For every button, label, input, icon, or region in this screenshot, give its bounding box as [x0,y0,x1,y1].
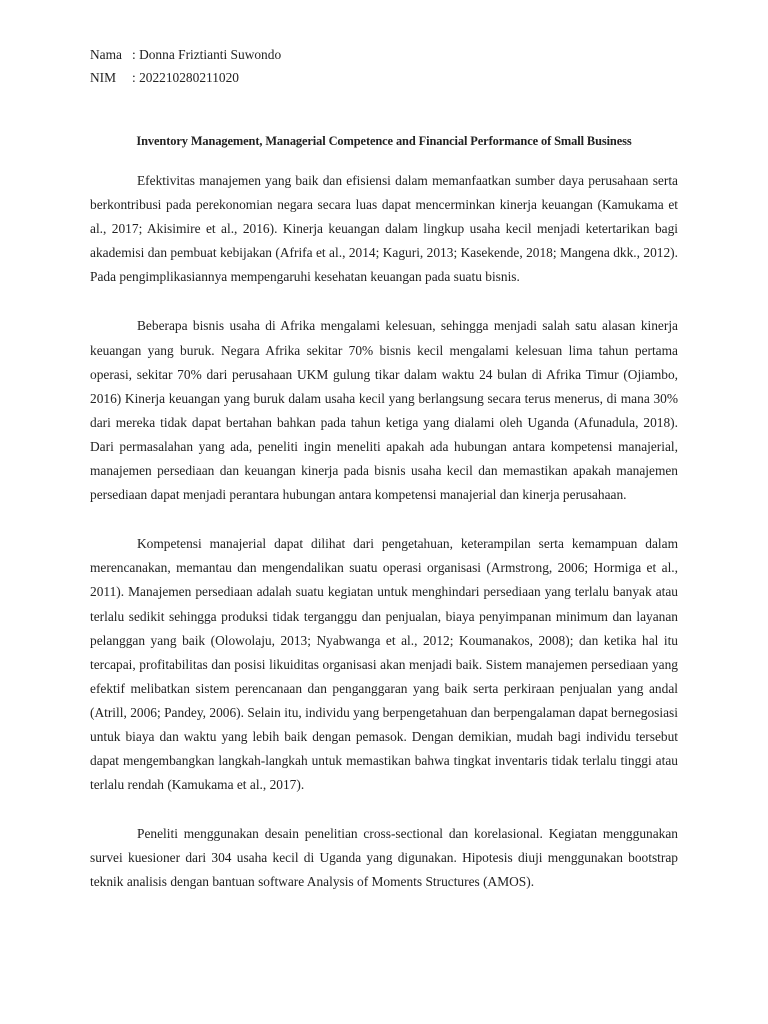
nim-label: NIM [90,70,117,85]
paragraph-3: Kompetensi manajerial dapat dilihat dari pengetahuan, keterampilan serta kemampuan dalam merencanakan, memantau dan mengendalikan suatu operasi organisasi (Armstrong, 2006; Hormiga et al., 2011). Manajemen persediaan adalah suatu kegiatan untuk menghindari persediaan yang terlalu banyak atau terlalu sedikit sehingga produksi tidak terganggu dan penjualan, biaya penyimpanan minimum dan layanan pelanggan yang baik (Olowolaju, 2013; Nyabwanga et al., 2012; Koumanakos, 2008); dan ketika hal itu tercapai, profitabilitas dan posisi likuiditas organisasi akan menjadi baik. Sistem manajemen persediaan yang efektif melibatkan sistem perencanaan dan penganggaran yang baik serta perkiraan penjualan yang andal (Atrill, 2006; Pandey, 2006). Selain itu, individu yang berpengetahuan dan berpengalaman dapat bernegosiasi untuk biaya dan waktu yang lebih baik dengan pemasok. Dengan demikian, mudah bagi individu tersebut dapat mengembangkan langkah-langkah untuk memastikan bahwa tingkat inventaris tidak terlalu tinggi atau terlalu rendah (Kamukama et al., 2017). [90,536,678,793]
document-page [90,43,678,920]
nim-value: : 202210280211020 [132,70,240,85]
student-info [90,43,678,89]
paragraph-1: Efektivitas manajemen yang baik dan efisiensi dalam memanfaatkan sumber daya perusahaan serta berkontribusi pada perekonomian negara secara luas dapat mencerminkan kinerja keuangan (Kamukama et al., 2017; Akisimire et al., 2016). Kinerja keuangan dalam lingkup usaha kecil menjadi ketertarikan bagi akademisi dan pembuat kebijakan (Afrifa et al., 2014; Kaguri, 2013; Kasekende, 2018; Mangena dkk., 2012). Pada pengimplikasiannya mempengaruhi kesehatan keuangan pada suatu bisnis. [90,173,678,285]
name-value: : Donna Friztianti Suwondo [132,47,282,62]
paragraph-2: Beberapa bisnis usaha di Afrika mengalami kelesuan, sehingga menjadi salah satu alasan kinerja keuangan yang buruk. Negara Afrika sekitar 70% bisnis kecil mengalami kelesuan lima tahun pertama operasi, sekitar 70% dari perusahaan UKM gulung tikar dalam waktu 24 bulan di Afrika Timur (Ojiambo, 2016) Kinerja keuangan yang buruk dalam usaha kecil yang berlangsung secara terus menerus, di mana 30% dari mereka tidak dapat bertahan bahkan pada tahun ketiga yang dialami oleh Uganda (Afunadula, 2018). Dari permasalahan yang ada, peneliti ingin meneliti apakah ada hubungan antara kompetensi manajerial, manajemen persediaan dan keuangan kinerja pada bisnis usaha kecil dan memastikan apakah manajemen persediaan dapat menjadi perantara hubungan antara kompetensi manajerial dan kinerja perusahaan. [90,318,678,503]
name-label: Nama [90,47,122,62]
nim-row [90,66,678,89]
name-row [90,43,678,66]
document-title: Inventory Management, Managerial Competence and Financial Performance of Small Business [136,134,632,148]
paragraph-4: Peneliti menggunakan desain penelitian cross-sectional dan korelasional. Kegiatan menggunakan survei kuesioner dari 304 usaha kecil di Uganda yang digunakan. Hipotesis diuji menggunakan bootstrap teknik analisis dengan bantuan software Analysis of Moments Structures (AMOS). [90,826,678,890]
